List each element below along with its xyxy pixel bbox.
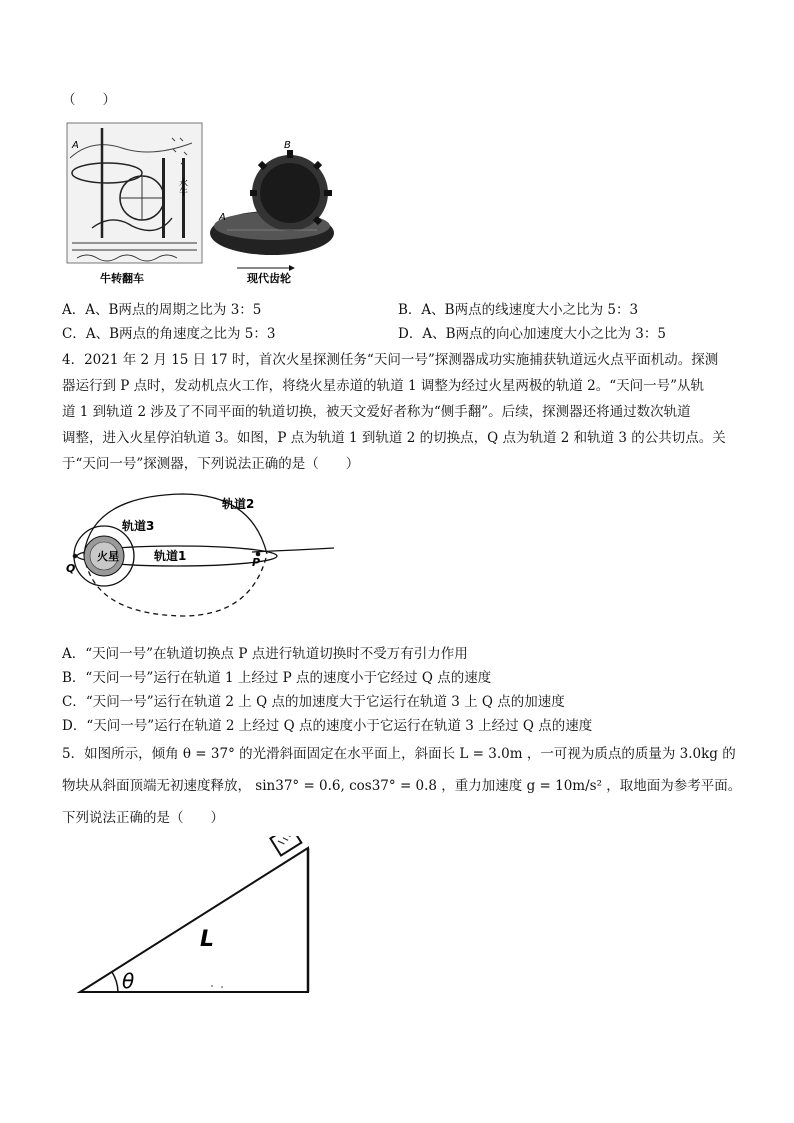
q4-option-a: A．“天问一号”在轨道切换点 P 点进行轨道切换时不受万有引力作用 bbox=[62, 646, 468, 662]
orbit-3-label: 轨道3 bbox=[122, 519, 155, 533]
q3-ox-label: 水牛 bbox=[177, 178, 187, 196]
q3-option-c: C．A、B两点的角速度之比为 5：3 bbox=[62, 326, 276, 342]
q4-orbit-figure bbox=[62, 484, 342, 630]
theta-label: θ bbox=[122, 969, 135, 993]
modern-gears-sketch bbox=[210, 150, 334, 255]
q5-incline-svg bbox=[72, 836, 322, 1000]
point-p-label: P bbox=[252, 556, 261, 569]
q4-option-c: C．“天问一号”运行在轨道 2 上 Q 点的加速度大于它运行在轨道 3 上 Q 点的加速度 bbox=[62, 694, 565, 710]
q4-orbit-svg bbox=[62, 484, 342, 630]
q5-line-1: 5．如图所示，倾角 θ = 37° 的光滑斜面固定在水平面上，斜面长 L = 3.0m ，一可视为质点的质量为 3.0kg 的 bbox=[62, 746, 736, 762]
q4-option-d: D．“天问一号”运行在轨道 2 上经过 Q 点的速度小于它运行在轨道 3 上经过 Q 点的速度 bbox=[62, 718, 593, 734]
q5-line-3: 下列说法正确的是（ ） bbox=[62, 810, 224, 826]
q5-line-2: 物块从斜面顶端无初速度释放， sin37° = 0.6, cos37° = 0.8 ，重力加速度 g = 10m/s² ，取地面为参考平面。 bbox=[62, 778, 742, 794]
q5-incline-figure bbox=[72, 836, 322, 1000]
orbit-2-label: 轨道2 bbox=[222, 497, 255, 511]
orbit-1-label: 轨道1 bbox=[154, 549, 187, 563]
q3-figure-svg bbox=[62, 118, 352, 290]
incoming-trajectory bbox=[252, 548, 334, 552]
q3-right-caption: 现代齿轮 bbox=[247, 272, 291, 285]
q3-point-a-left: A bbox=[72, 140, 79, 151]
point-q-label: Q bbox=[66, 562, 76, 575]
incline-triangle bbox=[80, 848, 308, 992]
block bbox=[270, 836, 301, 855]
q3-option-d: D．A、B两点的向心加速度大小之比为 3：5 bbox=[398, 326, 666, 342]
mars-label: 火星 bbox=[97, 550, 119, 563]
length-label: L bbox=[200, 927, 215, 952]
q4-line-1: 4．2021 年 2 月 15 日 17 时，首次火星探测任务“天问一号”探测器成功实施捕获轨道远火点平面机动。探测 bbox=[62, 352, 719, 368]
q3-point-a-right: A bbox=[219, 212, 226, 223]
q4-line-2: 器运行到 P 点时，发动机点火工作，将绕火星赤道的轨道 1 调整为经过火星两极的轨道 2。“天问一号”从轨 bbox=[62, 378, 705, 394]
q4-line-3: 道 1 到轨道 2 涉及了不同平面的轨道切换，被天文爱好者称为“侧手翻”。后续，探测器还将通过数次轨道 bbox=[62, 404, 691, 420]
q3-figure bbox=[62, 118, 352, 290]
q4-line-5: 于“天问一号”探测器，下列说法正确的是（ ） bbox=[62, 456, 360, 472]
q3-blank: （ ） bbox=[62, 92, 116, 108]
q3-left-caption: 牛转翻车 bbox=[100, 272, 144, 285]
point-q-marker bbox=[73, 554, 78, 559]
angle-arc bbox=[112, 972, 118, 992]
q3-option-b: B．A、B两点的线速度大小之比为 5：3 bbox=[398, 302, 639, 318]
q4-option-b: B．“天问一号”运行在轨道 1 上经过 P 点的速度小于它经过 Q 点的速度 bbox=[62, 670, 492, 686]
q4-line-4: 调整，进入火星停泊轨道 3。如图，P 点为轨道 1 到轨道 2 的切换点，Q 点为轨道 2 和轨道 3 的公共切点。关 bbox=[62, 430, 726, 446]
q3-option-a: A．A、B两点的周期之比为 3：5 bbox=[62, 302, 262, 318]
q3-point-b: B bbox=[284, 140, 291, 151]
